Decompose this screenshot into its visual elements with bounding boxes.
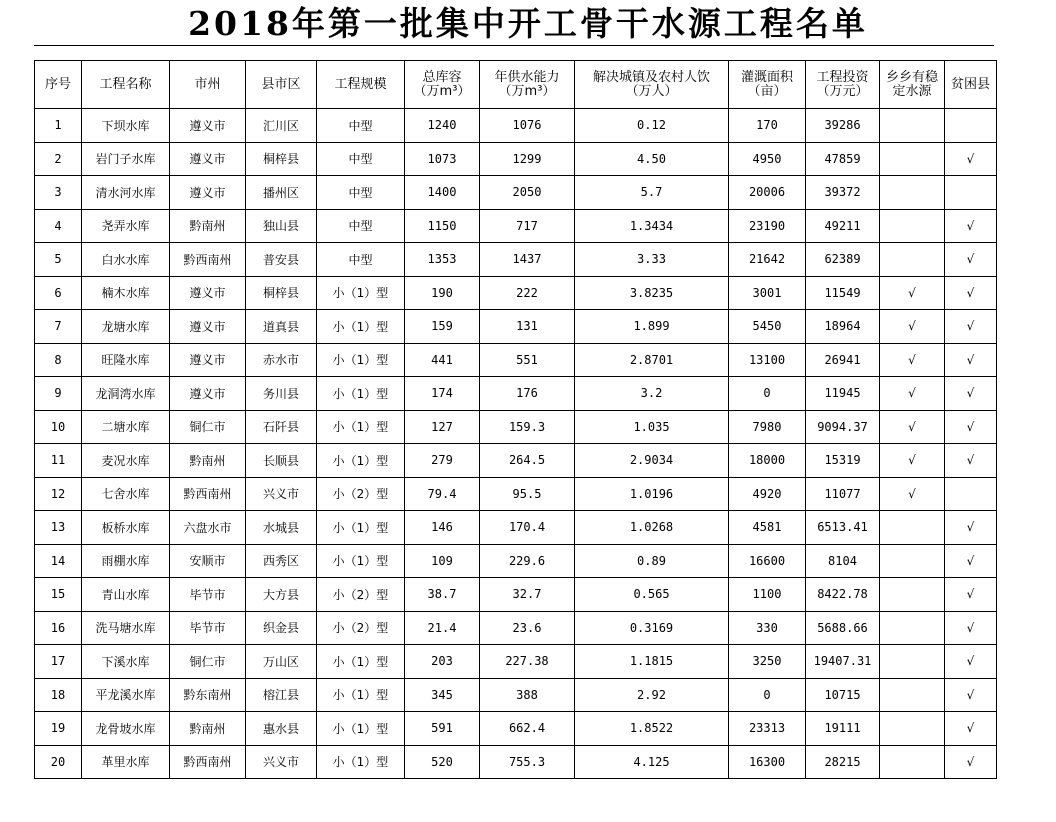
cell-col-capacity: 1353 [405,243,480,277]
cell-col-drinking-water: 1.035 [575,410,729,444]
header-col-city [170,61,246,109]
cell-col-county: 西秀区 [246,544,317,578]
cell-col-stable-source [880,745,945,779]
cell-col-irrigation-area: 4920 [729,477,806,511]
table-row [35,209,997,243]
cell-col-city: 黔西南州 [170,477,246,511]
cell-col-poverty-county: √ [945,310,997,344]
header-line1: 序号 [44,76,71,92]
cell-col-city: 遵义市 [170,377,246,411]
cell-col-drinking-water: 5.7 [575,176,729,210]
cell-col-city: 黔南州 [170,712,246,746]
cell-col-seq: 9 [35,377,82,411]
cell-col-annual-supply: 227.38 [480,645,575,679]
cell-col-stable-source [880,243,945,277]
cell-col-seq: 4 [35,209,82,243]
cell-col-stable-source: √ [880,310,945,344]
cell-col-capacity: 190 [405,276,480,310]
table-row [35,310,997,344]
cell-col-irrigation-area: 170 [729,109,806,143]
cell-col-drinking-water: 3.2 [575,377,729,411]
cell-col-scale: 小（1）型 [317,310,405,344]
cell-col-irrigation-area: 18000 [729,444,806,478]
cell-col-county: 赤水市 [246,343,317,377]
cell-col-project-name: 七舍水库 [82,477,170,511]
cell-col-city: 黔西南州 [170,745,246,779]
table-row [35,109,997,143]
cell-col-city: 黔南州 [170,209,246,243]
cell-col-investment: 19407.31 [806,645,880,679]
cell-col-investment: 8422.78 [806,578,880,612]
cell-col-irrigation-area: 3001 [729,276,806,310]
cell-col-poverty-county: √ [945,511,997,545]
cell-col-irrigation-area: 13100 [729,343,806,377]
cell-col-stable-source [880,578,945,612]
cell-col-capacity: 520 [405,745,480,779]
cell-col-stable-source: √ [880,444,945,478]
cell-col-county: 道真县 [246,310,317,344]
cell-col-seq: 7 [35,310,82,344]
cell-col-seq: 10 [35,410,82,444]
cell-col-poverty-county: √ [945,678,997,712]
cell-col-scale: 中型 [317,243,405,277]
cell-col-city: 黔西南州 [170,243,246,277]
cell-col-county: 兴义市 [246,745,317,779]
cell-col-county: 水城县 [246,511,317,545]
cell-col-scale: 中型 [317,142,405,176]
cell-col-drinking-water: 0.12 [575,109,729,143]
cell-col-stable-source: √ [880,477,945,511]
cell-col-stable-source [880,176,945,210]
header-col-scale [317,61,405,109]
cell-col-annual-supply: 2050 [480,176,575,210]
cell-col-stable-source [880,142,945,176]
cell-col-annual-supply: 170.4 [480,511,575,545]
cell-col-drinking-water: 2.9034 [575,444,729,478]
cell-col-seq: 17 [35,645,82,679]
cell-col-capacity: 21.4 [405,611,480,645]
cell-col-project-name: 青山水库 [82,578,170,612]
header-line1: 工程规模 [334,76,387,92]
cell-col-investment: 39286 [806,109,880,143]
cell-col-stable-source [880,209,945,243]
header-line1: 年供水能力 [494,69,560,85]
header-line1: 工程投资 [816,69,869,85]
cell-col-city: 遵义市 [170,276,246,310]
cell-col-annual-supply: 222 [480,276,575,310]
cell-col-investment: 28215 [806,745,880,779]
cell-col-seq: 16 [35,611,82,645]
cell-col-irrigation-area: 23190 [729,209,806,243]
cell-col-capacity: 159 [405,310,480,344]
header-line2: （亩） [747,83,787,99]
cell-col-stable-source: √ [880,343,945,377]
header-col-drinking-water [575,61,729,109]
cell-col-investment: 11549 [806,276,880,310]
cell-col-drinking-water: 3.33 [575,243,729,277]
cell-col-poverty-county: √ [945,645,997,679]
cell-col-scale: 中型 [317,109,405,143]
cell-col-scale: 小（1）型 [317,745,405,779]
cell-col-investment: 62389 [806,243,880,277]
cell-col-scale: 小（1）型 [317,645,405,679]
cell-col-project-name: 平龙溪水库 [82,678,170,712]
cell-col-scale: 小（1）型 [317,343,405,377]
cell-col-annual-supply: 23.6 [480,611,575,645]
cell-col-poverty-county: √ [945,410,997,444]
cell-col-county: 榕江县 [246,678,317,712]
cell-col-capacity: 591 [405,712,480,746]
project-table [34,60,997,779]
cell-col-project-name: 板桥水库 [82,511,170,545]
cell-col-capacity: 1400 [405,176,480,210]
cell-col-project-name: 雨棚水库 [82,544,170,578]
cell-col-scale: 小（1）型 [317,276,405,310]
cell-col-seq: 6 [35,276,82,310]
page-title: 2018年第一批集中开工骨干水源工程名单 [188,4,868,43]
cell-col-seq: 8 [35,343,82,377]
cell-col-city: 遵义市 [170,310,246,344]
cell-col-poverty-county: √ [945,544,997,578]
cell-col-project-name: 革里水库 [82,745,170,779]
cell-col-irrigation-area: 21642 [729,243,806,277]
cell-col-capacity: 127 [405,410,480,444]
cell-col-investment: 8104 [806,544,880,578]
header-line1: 市州 [194,76,221,92]
cell-col-scale: 小（1）型 [317,511,405,545]
header-col-seq [35,61,82,109]
cell-col-investment: 19111 [806,712,880,746]
cell-col-investment: 5688.66 [806,611,880,645]
cell-col-city: 安顺市 [170,544,246,578]
cell-col-annual-supply: 1076 [480,109,575,143]
header-col-project-name [82,61,170,109]
cell-col-capacity: 174 [405,377,480,411]
cell-col-project-name: 尧弄水库 [82,209,170,243]
cell-col-capacity: 345 [405,678,480,712]
cell-col-irrigation-area: 23313 [729,712,806,746]
header-col-poverty-county [945,61,997,109]
cell-col-seq: 3 [35,176,82,210]
cell-col-county: 普安县 [246,243,317,277]
cell-col-drinking-water: 1.1815 [575,645,729,679]
cell-col-county: 桐梓县 [246,142,317,176]
cell-col-stable-source [880,109,945,143]
cell-col-capacity: 109 [405,544,480,578]
cell-col-seq: 20 [35,745,82,779]
cell-col-annual-supply: 1299 [480,142,575,176]
cell-col-project-name: 白水水库 [82,243,170,277]
table-row [35,645,997,679]
cell-col-poverty-county: √ [945,243,997,277]
table-row [35,410,997,444]
cell-col-annual-supply: 131 [480,310,575,344]
cell-col-city: 遵义市 [170,109,246,143]
cell-col-irrigation-area: 4581 [729,511,806,545]
cell-col-poverty-county: √ [945,209,997,243]
cell-col-drinking-water: 1.8522 [575,712,729,746]
cell-col-investment: 11945 [806,377,880,411]
cell-col-drinking-water: 2.92 [575,678,729,712]
header-col-irrigation-area [729,61,806,109]
title-underline [34,45,994,46]
cell-col-poverty-county [945,477,997,511]
cell-col-project-name: 清水河水库 [82,176,170,210]
header-line1: 解决城镇及农村人饮 [592,69,710,85]
cell-col-annual-supply: 32.7 [480,578,575,612]
table-header [35,61,997,109]
cell-col-drinking-water: 0.89 [575,544,729,578]
cell-col-investment: 47859 [806,142,880,176]
cell-col-poverty-county: √ [945,377,997,411]
cell-col-scale: 小（1）型 [317,544,405,578]
header-line2: （万元） [816,83,869,99]
cell-col-annual-supply: 1437 [480,243,575,277]
table-row [35,578,997,612]
header-line1: 贫困县 [950,76,990,92]
cell-col-stable-source [880,611,945,645]
table-row [35,544,997,578]
cell-col-scale: 小（2）型 [317,611,405,645]
table-row [35,444,997,478]
header-col-county [246,61,317,109]
cell-col-city: 铜仁市 [170,645,246,679]
cell-col-seq: 14 [35,544,82,578]
cell-col-capacity: 1240 [405,109,480,143]
cell-col-poverty-county: √ [945,444,997,478]
cell-col-investment: 18964 [806,310,880,344]
table-row [35,142,997,176]
cell-col-investment: 10715 [806,678,880,712]
cell-col-project-name: 下坝水库 [82,109,170,143]
cell-col-scale: 小（1）型 [317,678,405,712]
cell-col-investment: 39372 [806,176,880,210]
cell-col-project-name: 麦况水库 [82,444,170,478]
cell-col-capacity: 38.7 [405,578,480,612]
cell-col-county: 织金县 [246,611,317,645]
cell-col-project-name: 岩门子水库 [82,142,170,176]
cell-col-county: 长顺县 [246,444,317,478]
cell-col-drinking-water: 0.3169 [575,611,729,645]
header-col-capacity [405,61,480,109]
header-line1: 乡乡有稳 [885,69,938,85]
cell-col-county: 独山县 [246,209,317,243]
cell-col-annual-supply: 388 [480,678,575,712]
cell-col-poverty-county: √ [945,578,997,612]
cell-col-capacity: 79.4 [405,477,480,511]
table-row [35,276,997,310]
cell-col-drinking-water: 2.8701 [575,343,729,377]
cell-col-investment: 15319 [806,444,880,478]
table-row [35,611,997,645]
cell-col-annual-supply: 662.4 [480,712,575,746]
cell-col-drinking-water: 1.3434 [575,209,729,243]
cell-col-city: 六盘水市 [170,511,246,545]
cell-col-irrigation-area: 20006 [729,176,806,210]
table-row [35,511,997,545]
cell-col-capacity: 203 [405,645,480,679]
header-line1: 灌溉面积 [740,69,793,85]
cell-col-county: 兴义市 [246,477,317,511]
table-row [35,377,997,411]
cell-col-seq: 1 [35,109,82,143]
cell-col-project-name: 龙骨坡水库 [82,712,170,746]
cell-col-stable-source [880,645,945,679]
cell-col-irrigation-area: 0 [729,678,806,712]
cell-col-city: 遵义市 [170,176,246,210]
cell-col-seq: 15 [35,578,82,612]
cell-col-seq: 11 [35,444,82,478]
cell-col-poverty-county: √ [945,343,997,377]
cell-col-annual-supply: 176 [480,377,575,411]
cell-col-irrigation-area: 1100 [729,578,806,612]
cell-col-seq: 18 [35,678,82,712]
table-row [35,712,997,746]
cell-col-investment: 9094.37 [806,410,880,444]
cell-col-irrigation-area: 7980 [729,410,806,444]
cell-col-stable-source [880,544,945,578]
cell-col-scale: 小（2）型 [317,578,405,612]
cell-col-stable-source [880,712,945,746]
cell-col-seq: 12 [35,477,82,511]
table-row [35,176,997,210]
cell-col-drinking-water: 1.0268 [575,511,729,545]
cell-col-scale: 小（1）型 [317,444,405,478]
cell-col-city: 黔东南州 [170,678,246,712]
cell-col-seq: 2 [35,142,82,176]
cell-col-capacity: 279 [405,444,480,478]
cell-col-investment: 11077 [806,477,880,511]
cell-col-county: 石阡县 [246,410,317,444]
cell-col-scale: 小（1）型 [317,712,405,746]
header-line2: 定水源 [892,83,932,99]
cell-col-irrigation-area: 16600 [729,544,806,578]
header-line2: （万m³） [413,83,471,99]
cell-col-drinking-water: 0.565 [575,578,729,612]
cell-col-stable-source: √ [880,410,945,444]
cell-col-drinking-water: 4.50 [575,142,729,176]
cell-col-county: 桐梓县 [246,276,317,310]
cell-col-annual-supply: 717 [480,209,575,243]
table-row [35,477,997,511]
cell-col-capacity: 441 [405,343,480,377]
cell-col-county: 播州区 [246,176,317,210]
cell-col-poverty-county [945,109,997,143]
cell-col-county: 汇川区 [246,109,317,143]
cell-col-stable-source [880,511,945,545]
cell-col-project-name: 旺隆水库 [82,343,170,377]
cell-col-county: 万山区 [246,645,317,679]
header-col-annual-supply [480,61,575,109]
cell-col-annual-supply: 264.5 [480,444,575,478]
table-row [35,343,997,377]
cell-col-scale: 小（1）型 [317,410,405,444]
cell-col-irrigation-area: 0 [729,377,806,411]
cell-col-irrigation-area: 3250 [729,645,806,679]
cell-col-irrigation-area: 5450 [729,310,806,344]
cell-col-poverty-county: √ [945,611,997,645]
cell-col-drinking-water: 1.899 [575,310,729,344]
header-line2: （万m³） [498,83,556,99]
cell-col-drinking-water: 1.0196 [575,477,729,511]
cell-col-project-name: 下溪水库 [82,645,170,679]
header-line1: 总库容 [422,69,462,85]
cell-col-scale: 小（1）型 [317,377,405,411]
cell-col-annual-supply: 159.3 [480,410,575,444]
cell-col-city: 黔南州 [170,444,246,478]
header-col-investment [806,61,880,109]
cell-col-scale: 中型 [317,176,405,210]
cell-col-project-name: 洗马塘水库 [82,611,170,645]
cell-col-project-name: 楠木水库 [82,276,170,310]
cell-col-annual-supply: 551 [480,343,575,377]
cell-col-county: 务川县 [246,377,317,411]
cell-col-poverty-county [945,176,997,210]
cell-col-stable-source [880,678,945,712]
cell-col-seq: 13 [35,511,82,545]
cell-col-irrigation-area: 16300 [729,745,806,779]
cell-col-poverty-county: √ [945,745,997,779]
table-row [35,243,997,277]
table-body [35,109,997,779]
cell-col-county: 惠水县 [246,712,317,746]
cell-col-annual-supply: 755.3 [480,745,575,779]
cell-col-annual-supply: 229.6 [480,544,575,578]
cell-col-city: 遵义市 [170,142,246,176]
cell-col-investment: 26941 [806,343,880,377]
cell-col-scale: 小（2）型 [317,477,405,511]
cell-col-poverty-county: √ [945,276,997,310]
cell-col-city: 遵义市 [170,343,246,377]
cell-col-stable-source: √ [880,377,945,411]
header-line1: 县市区 [261,76,301,92]
table-row [35,745,997,779]
header-line1: 工程名称 [99,76,152,92]
cell-col-county: 大方县 [246,578,317,612]
cell-col-capacity: 146 [405,511,480,545]
cell-col-irrigation-area: 4950 [729,142,806,176]
cell-col-stable-source: √ [880,276,945,310]
table-row [35,678,997,712]
cell-col-city: 铜仁市 [170,410,246,444]
cell-col-seq: 5 [35,243,82,277]
cell-col-scale: 中型 [317,209,405,243]
cell-col-project-name: 二塘水库 [82,410,170,444]
header-row [35,61,997,109]
cell-col-project-name: 龙塘水库 [82,310,170,344]
cell-col-irrigation-area: 330 [729,611,806,645]
cell-col-drinking-water: 3.8235 [575,276,729,310]
cell-col-annual-supply: 95.5 [480,477,575,511]
cell-col-city: 毕节市 [170,578,246,612]
cell-col-drinking-water: 4.125 [575,745,729,779]
cell-col-capacity: 1150 [405,209,480,243]
cell-col-city: 毕节市 [170,611,246,645]
cell-col-project-name: 龙洞湾水库 [82,377,170,411]
cell-col-investment: 49211 [806,209,880,243]
header-col-stable-source [880,61,945,109]
cell-col-investment: 6513.41 [806,511,880,545]
cell-col-seq: 19 [35,712,82,746]
cell-col-capacity: 1073 [405,142,480,176]
cell-col-poverty-county: √ [945,142,997,176]
header-line2: （万人） [625,83,678,99]
cell-col-poverty-county: √ [945,712,997,746]
